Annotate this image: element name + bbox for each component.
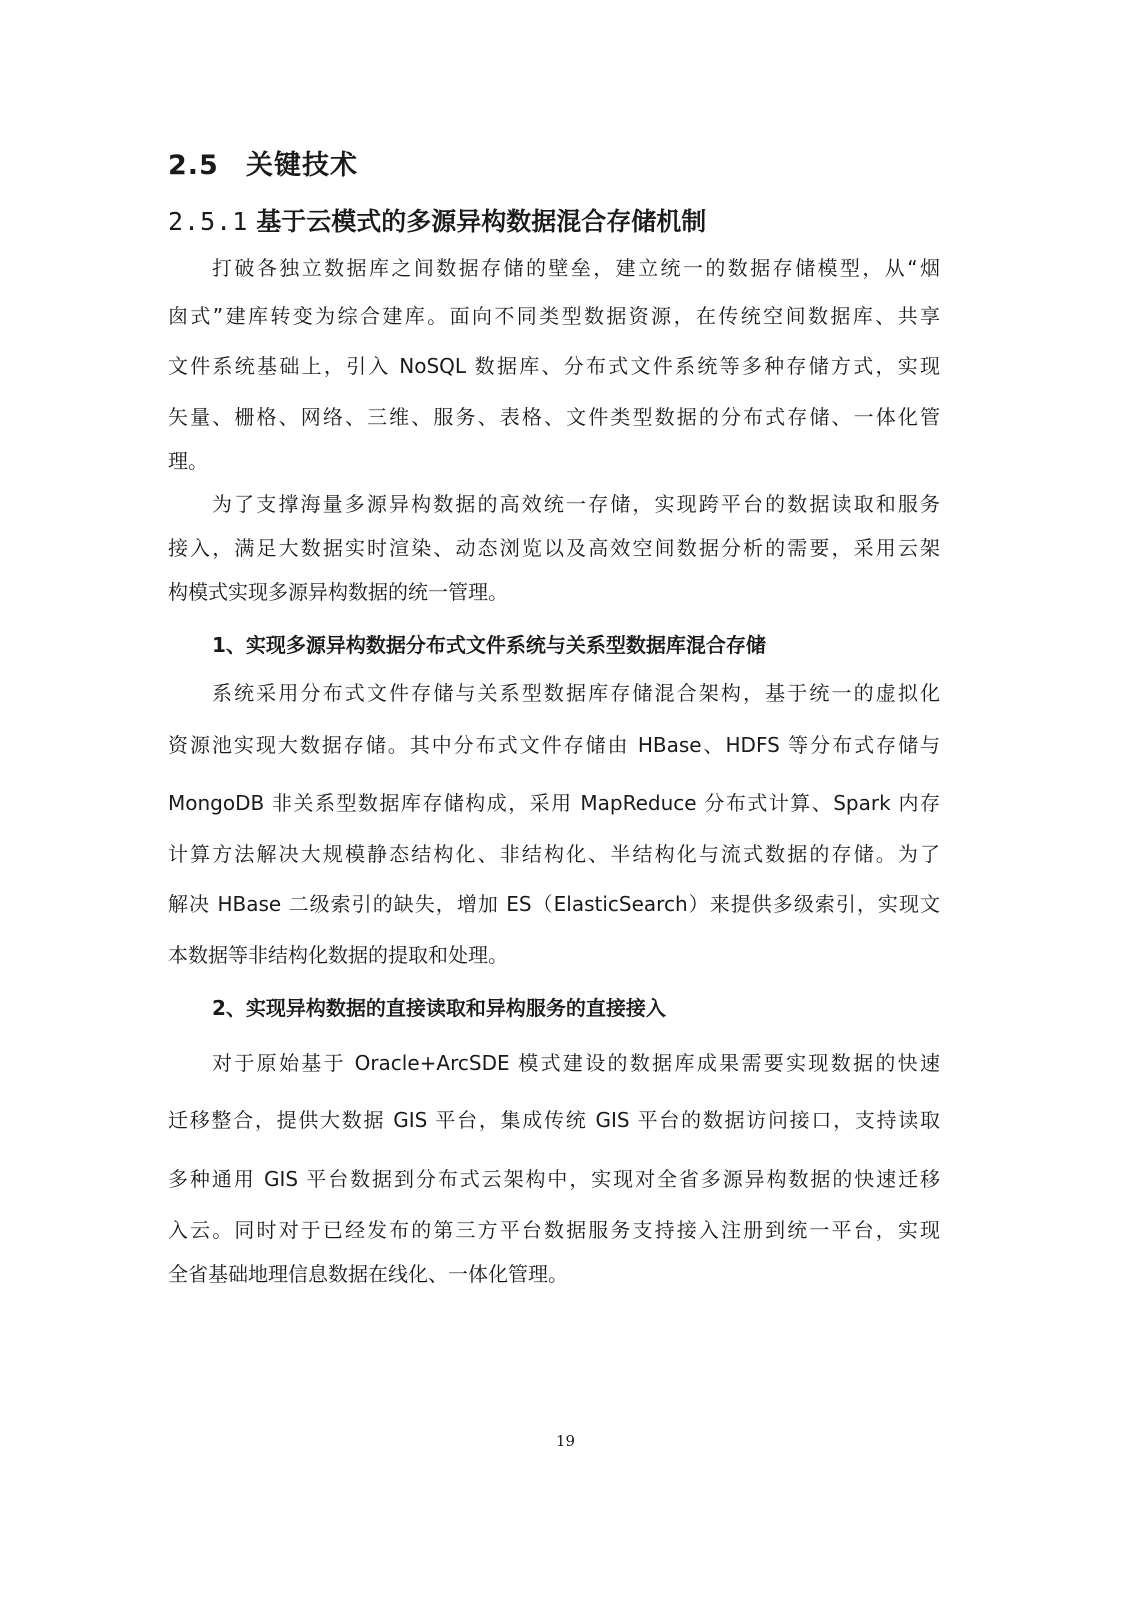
paragraph-line: 打破各独立数据库之间数据存储的壁垒，建立统一的数据存储模型，从“烟 — [212, 256, 940, 280]
paragraph-line: 资源池实现大数据存储。其中分布式文件存储由 HBase、HDFS 等分布式存储与 — [168, 733, 940, 757]
paragraph-line: 对于原始基于 Oracle+ArcSDE 模式建设的数据库成果需要实现数据的快速 — [212, 1051, 940, 1075]
numbered-heading: 2、实现异构数据的直接读取和异构服务的直接接入 — [212, 996, 666, 1020]
paragraph-line: 计算方法解决大规模静态结构化、非结构化、半结构化与流式数据的存储。为了 — [168, 842, 940, 866]
paragraph-line: 接入，满足大数据实时渲染、动态浏览以及高效空间数据分析的需要，采用云架 — [168, 536, 940, 560]
paragraph-line: 迁移整合，提供大数据 GIS 平台，集成传统 GIS 平台的数据访问接口，支持读取 — [168, 1108, 940, 1132]
subsection-heading — [168, 202, 706, 238]
paragraph-line: 系统采用分布式文件存储与关系型数据库存储混合架构，基于统一的虚拟化 — [212, 681, 940, 705]
paragraph-line: 多种通用 GIS 平台数据到分布式云架构中，实现对全省多源异构数据的快速迁移 — [168, 1167, 940, 1191]
section-title: 关键技术 — [246, 150, 358, 181]
subsection-title: 基于云模式的多源异构数据混合存储机制 — [256, 207, 707, 236]
paragraph-line: 矢量、栅格、网络、三维、服务、表格、文件类型数据的分布式存储、一体化管 — [168, 405, 940, 429]
paragraph-line: 理。 — [168, 449, 208, 473]
subsection-number: 2.5.1 — [168, 207, 249, 236]
page-number: 19 — [555, 1432, 576, 1450]
paragraph-line: 入云。同时对于已经发布的第三方平台数据服务支持接入注册到统一平台，实现 — [168, 1218, 940, 1242]
paragraph-line: MongoDB 非关系型数据库存储构成，采用 MapReduce 分布式计算、Spark 内存 — [168, 791, 940, 815]
paragraph-line: 本数据等非结构化数据的提取和处理。 — [168, 943, 508, 967]
section-number: 2.5 — [168, 150, 219, 181]
paragraph-line: 文件系统基础上，引入 NoSQL 数据库、分布式文件系统等多种存储方式，实现 — [168, 354, 940, 378]
section-heading — [168, 143, 358, 182]
paragraph-line: 构模式实现多源异构数据的统一管理。 — [168, 580, 508, 604]
paragraph-line: 全省基础地理信息数据在线化、一体化管理。 — [168, 1262, 568, 1286]
paragraph-line: 解决 HBase 二级索引的缺失，增加 ES（ElasticSearch）来提供多级索引，实现文 — [168, 892, 940, 916]
paragraph-line: 囱式”建库转变为综合建库。面向不同类型数据资源，在传统空间数据库、共享 — [168, 304, 940, 328]
paragraph-line: 为了支撑海量多源异构数据的高效统一存储，实现跨平台的数据读取和服务 — [212, 492, 940, 516]
numbered-heading: 1、实现多源异构数据分布式文件系统与关系型数据库混合存储 — [212, 633, 766, 657]
